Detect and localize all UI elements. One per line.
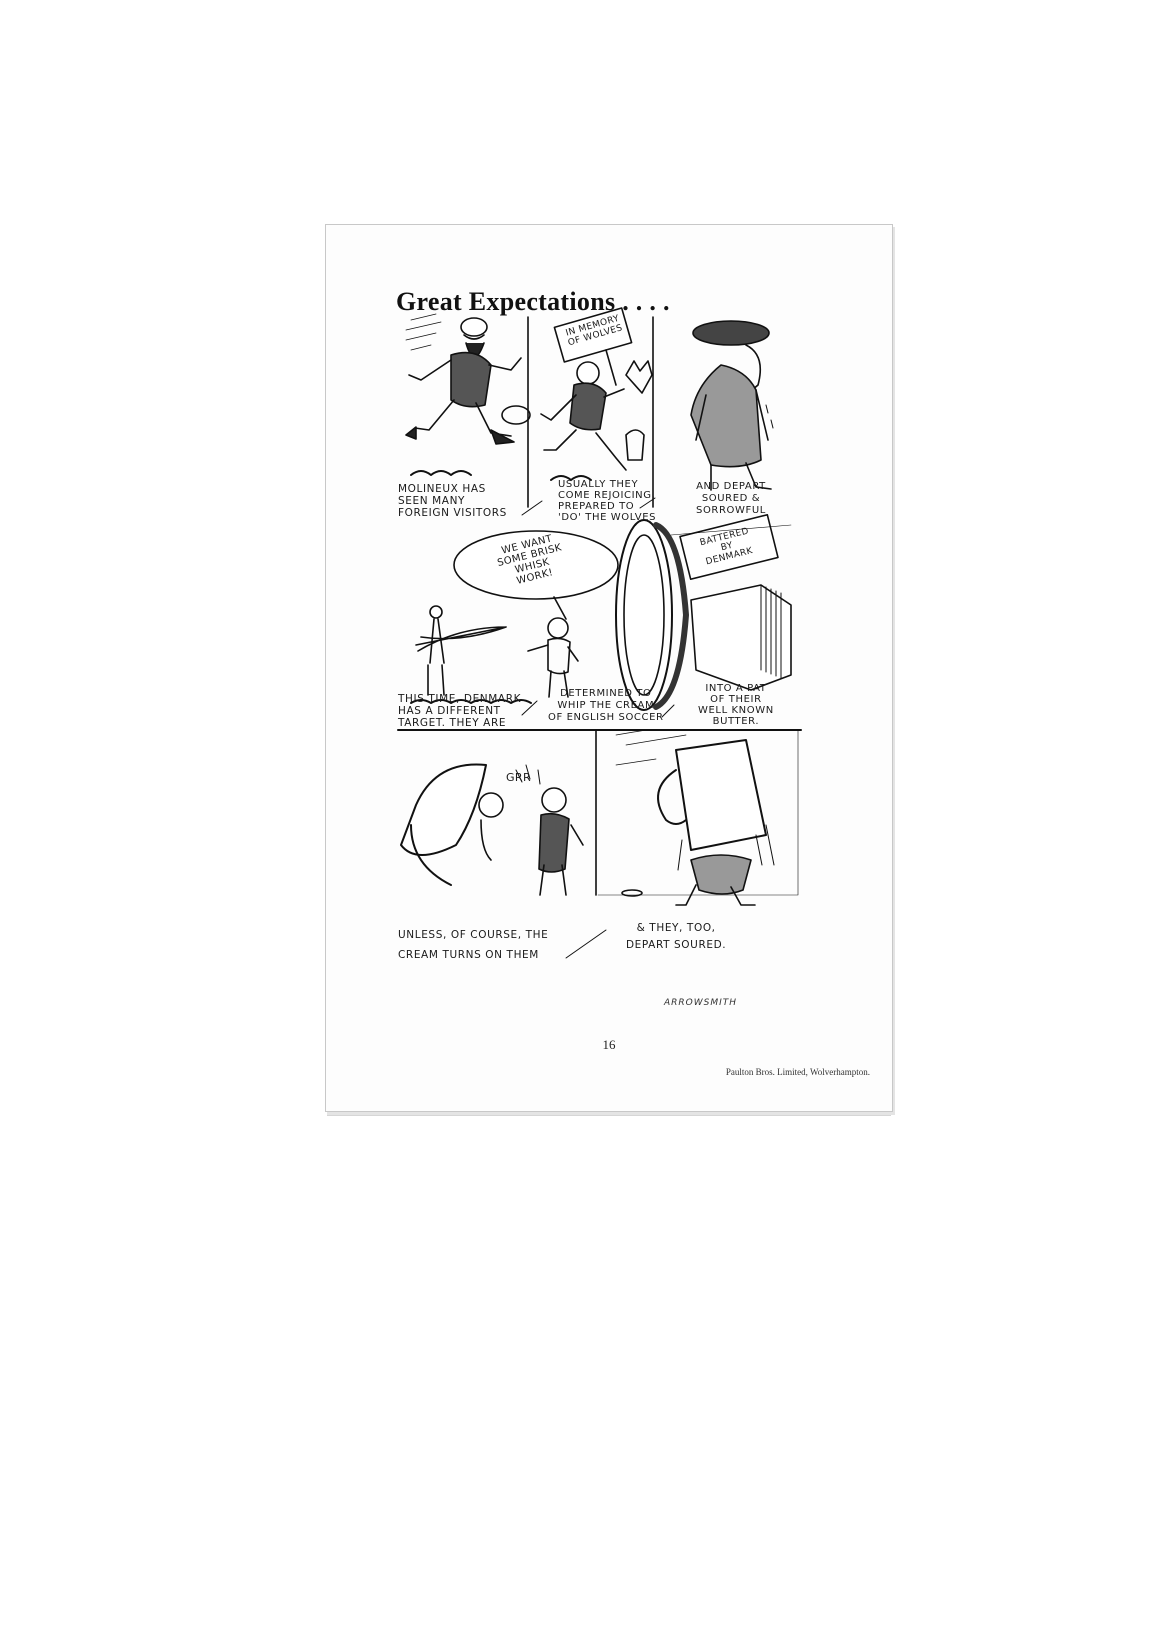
speech-bubble: WE WANT SOME BRISK WHISK WORK! [496, 533, 564, 587]
grr-sound: GRR [506, 771, 532, 784]
printer-credit: Paulton Bros. Limited, Wolverhampton. [725, 1067, 870, 1077]
bearded-runner-figure [406, 314, 530, 475]
jug-over-head-figure [598, 730, 798, 905]
caption-depart: AND DEPART SOURED & SORROWFUL [696, 481, 766, 516]
caption-this-time: THIS TIME, DENMARK HAS A DIFFERENT TARGET. THEY ARE [398, 693, 522, 729]
caption-molineux: MOLINEUX HAS SEEN MANY FOREIGN VISITORS [398, 483, 507, 519]
caption-they-too: & THEY, TOO, DEPART SOURED. [626, 922, 727, 951]
artist-signature: ARROWSMITH [664, 998, 738, 1008]
page-number: 16 [602, 1037, 616, 1052]
programme-page [325, 224, 893, 1112]
page-title: Great Expectations . . . . [396, 287, 670, 316]
caption-usually: USUALLY THEY COME REJOICING, PREPARED TO 'DO' THE WOLVES [558, 479, 657, 523]
memory-sign: IN MEMORY OF WOLVES [564, 313, 624, 349]
caption-determined: DETERMINED TO WHIP THE CREAM OF ENGLISH SOCCER [548, 688, 664, 723]
caption-into-a-pat: INTO A PAT OF THEIR WELL KNOWN BUTTER. [698, 683, 774, 727]
caption-unless: UNLESS, OF COURSE, THE CREAM TURNS ON THEM [398, 929, 549, 961]
cartoon-strip [326, 225, 892, 1111]
cream-jug-player-scene [401, 765, 583, 896]
battered-sign: BATTERED BY DENMARK [698, 526, 755, 568]
soured-figure [691, 321, 773, 490]
